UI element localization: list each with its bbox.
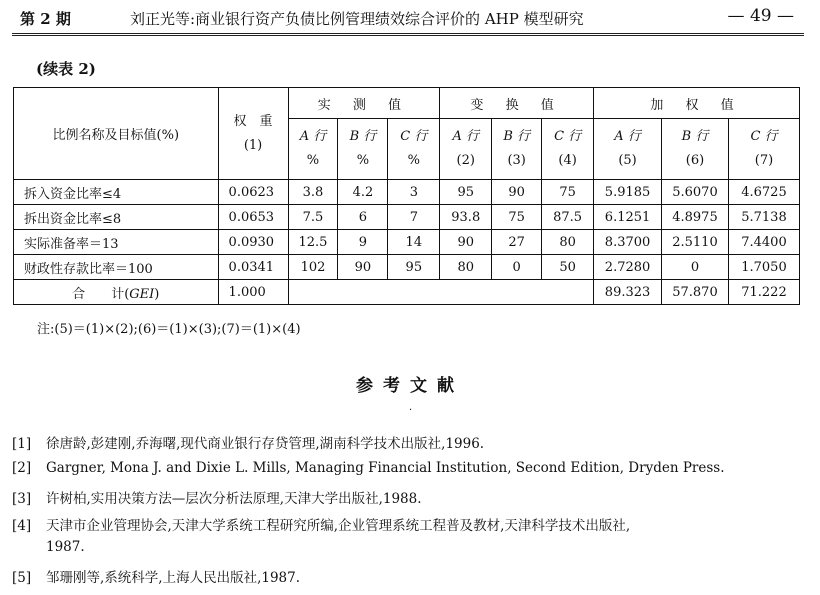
header-weight-sub: (1) xyxy=(243,137,263,153)
row-weight: 0.0653 xyxy=(218,205,288,230)
row-name: 实际准备率＝13 xyxy=(14,230,219,255)
cell-value: 90 xyxy=(440,230,492,255)
cell-value: 5.7138 xyxy=(728,205,799,230)
subheader-cell xyxy=(542,119,594,180)
row-weight: 0.0930 xyxy=(218,230,288,255)
issue-number: 第 2 期 xyxy=(20,10,71,28)
cell-value: 3 xyxy=(388,180,440,205)
cell-value: 7 xyxy=(388,205,440,230)
reference-number: [4] xyxy=(12,518,32,534)
subheader-cell xyxy=(288,119,338,180)
cell-value: 4.6725 xyxy=(728,180,799,205)
cell-value: 90 xyxy=(492,180,542,205)
evaluation-table xyxy=(13,87,800,305)
row-name: 财政性存款比率＝100 xyxy=(14,255,219,280)
total-value: 89.323 xyxy=(594,280,662,305)
cell-value: 80 xyxy=(542,230,594,255)
subheader-unit: (2) xyxy=(456,153,475,168)
total-empty-cell xyxy=(288,280,594,305)
cell-value: 6.1251 xyxy=(594,205,662,230)
cell-value: 0 xyxy=(662,255,729,280)
total-label-a: 合 xyxy=(72,286,86,302)
table-row xyxy=(14,205,800,230)
reference-text: 徐唐龄,彭建刚,乔海曙,现代商业银行存贷管理,湖南科学技术出版社,1996. xyxy=(46,436,485,452)
cell-value: 14 xyxy=(388,230,440,255)
page-header xyxy=(12,4,802,32)
reference-number: [2] xyxy=(12,460,32,476)
row-weight: 0.0341 xyxy=(218,255,288,280)
total-weight: 1.000 xyxy=(218,280,288,305)
subheader-bank: C 行 xyxy=(554,129,582,144)
reference-item xyxy=(12,566,300,586)
subheader-cell xyxy=(492,119,542,180)
subheader-unit: (6) xyxy=(685,153,705,168)
total-label-gei: GEI xyxy=(129,286,155,302)
separator-dot: · xyxy=(409,405,413,416)
table-row xyxy=(14,230,800,255)
subheader-bank: B 行 xyxy=(503,129,531,144)
subheader-unit: (3) xyxy=(507,153,526,168)
subheader-bank: B 行 xyxy=(681,129,709,144)
subheader-cell xyxy=(440,119,492,180)
table-total-row xyxy=(14,280,800,305)
cell-value: 90 xyxy=(338,255,388,280)
table-note: 注:(5)＝(1)×(2);(6)＝(1)×(3);(7)＝(1)×(4) xyxy=(37,322,301,337)
total-label-b: 计( xyxy=(111,286,130,302)
reference-item xyxy=(12,487,422,507)
reference-item xyxy=(12,460,725,476)
cell-value: 1.7050 xyxy=(728,255,799,280)
header-weight-label: 权 重 xyxy=(233,113,273,129)
subheader-bank: A 行 xyxy=(299,129,327,144)
subheader-bank: C 行 xyxy=(400,129,428,144)
cell-value: 2.5110 xyxy=(662,230,729,255)
cell-value: 8.3700 xyxy=(594,230,662,255)
cell-value: 95 xyxy=(440,180,492,205)
row-weight: 0.0623 xyxy=(218,180,288,205)
total-value: 71.222 xyxy=(728,280,799,305)
row-name: 拆出资金比率≤8 xyxy=(14,205,219,230)
cell-value: 6 xyxy=(338,205,388,230)
subheader-unit: % xyxy=(356,153,370,168)
subheader-cell xyxy=(594,119,662,180)
cell-value: 87.5 xyxy=(542,205,594,230)
cell-value: 5.9185 xyxy=(594,180,662,205)
total-label xyxy=(14,280,219,305)
reference-text: 天津市企业管理协会,天津大学系统工程研究所编,企业管理系统工程普及教材,天津科学技术出版社, xyxy=(46,518,631,534)
cell-value: 27 xyxy=(492,230,542,255)
table-header-row xyxy=(14,88,800,119)
subheader-unit: (7) xyxy=(754,153,774,168)
subheader-bank: C 行 xyxy=(750,129,778,144)
reference-number: [1] xyxy=(12,436,32,452)
subheader-cell xyxy=(728,119,799,180)
table-row xyxy=(14,255,800,280)
header-rule xyxy=(12,33,804,36)
row-name: 拆入资金比率≤4 xyxy=(14,180,219,205)
running-title: 刘正光等:商业银行资产负债比例管理绩效综合评价的 AHP 模型研究 xyxy=(130,10,584,28)
reference-text: 许树柏,实用决策方法—层次分析法原理,天津大学出版社,1988. xyxy=(46,491,422,507)
reference-text: Gargner, Mona J. and Dixie L. Mills, Managing Financial Institution, Second Edition, Dryden Press. xyxy=(46,460,725,476)
cell-value: 75 xyxy=(542,180,594,205)
header-name-col: 比例名称及目标值(%) xyxy=(14,88,219,180)
cell-value: 4.8975 xyxy=(662,205,729,230)
cell-value: 5.6070 xyxy=(662,180,729,205)
reference-item xyxy=(12,432,484,452)
subheader-cell xyxy=(662,119,729,180)
cell-value: 95 xyxy=(388,255,440,280)
subheader-unit: (5) xyxy=(618,153,637,168)
reference-number: [5] xyxy=(12,570,32,586)
header-weight xyxy=(218,88,288,180)
total-label-d: ) xyxy=(154,286,160,302)
subheader-bank: A 行 xyxy=(452,129,480,144)
cell-value: 12.5 xyxy=(288,230,338,255)
cell-value: 2.7280 xyxy=(594,255,662,280)
cell-value: 75 xyxy=(492,205,542,230)
reference-text: 邹珊刚等,系统科学,上海人民出版社,1987. xyxy=(46,570,301,586)
header-measured: 实 测 值 xyxy=(288,88,440,119)
cell-value: 102 xyxy=(288,255,338,280)
references-heading: 参考文献 xyxy=(356,376,464,396)
header-weighted: 加 权 值 xyxy=(594,88,800,119)
cell-value: 0 xyxy=(492,255,542,280)
subheader-cell xyxy=(388,119,440,180)
cell-value: 9 xyxy=(338,230,388,255)
total-value: 57.870 xyxy=(662,280,729,305)
page-number: — 49 — xyxy=(727,6,794,26)
subheader-unit: % xyxy=(306,153,320,168)
reference-continuation: 1987. xyxy=(46,539,85,555)
cell-value: 50 xyxy=(542,255,594,280)
table-row xyxy=(14,180,800,205)
header-transformed: 变 换 值 xyxy=(440,88,594,119)
cell-value: 93.8 xyxy=(440,205,492,230)
reference-item xyxy=(12,514,630,534)
subheader-bank: B 行 xyxy=(349,129,377,144)
cell-value: 80 xyxy=(440,255,492,280)
reference-number: [3] xyxy=(12,491,32,507)
subheader-cell xyxy=(338,119,388,180)
cell-value: 7.4400 xyxy=(728,230,799,255)
cell-value: 3.8 xyxy=(288,180,338,205)
subheader-bank: A 行 xyxy=(614,129,641,144)
cell-value: 4.2 xyxy=(338,180,388,205)
cell-value: 7.5 xyxy=(288,205,338,230)
subheader-unit: (4) xyxy=(558,153,577,168)
table-continuation-label: (续表 2) xyxy=(36,60,96,78)
subheader-unit: % xyxy=(407,153,420,168)
